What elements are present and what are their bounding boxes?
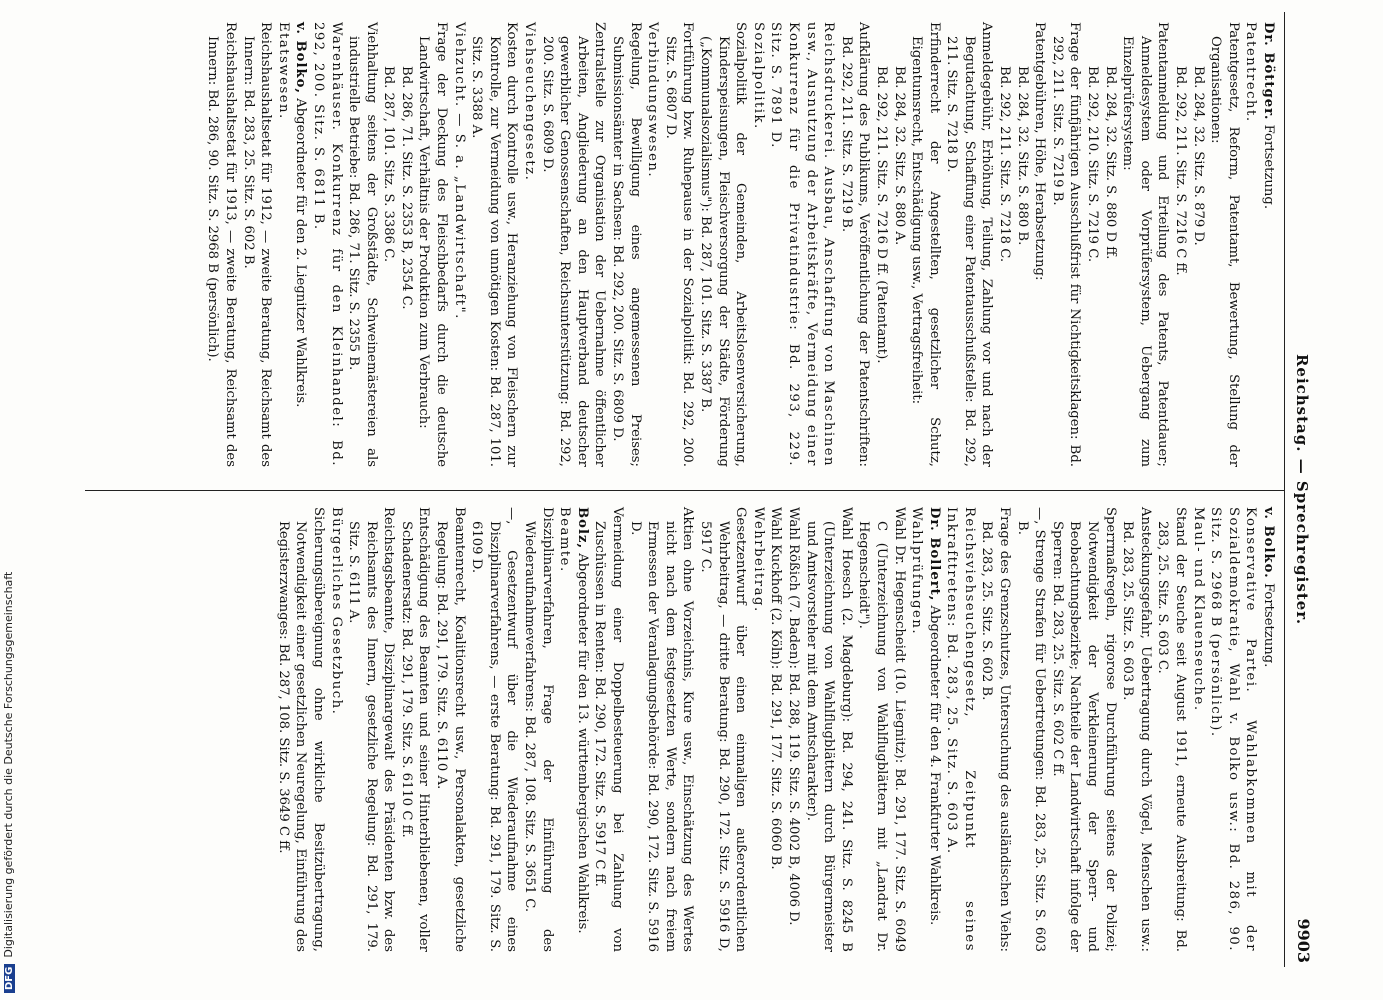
digitization-credit <box>2 0 15 993</box>
left-column <box>204 22 1277 467</box>
subject-heading: Patentrecht. <box>1243 22 1259 123</box>
index-entry: Patentanmeldung und Erteilung des Patents, Patentdauer; Anmeldesystem oder Vorprüfersystem, Uebergang zum Einzelprüfersystem: <box>1120 22 1171 467</box>
person-entry <box>1259 22 1277 467</box>
index-entry: —, Strenge Strafen für Uebertretungen: Bd. 283, 25. Sitz. S. 603 B. <box>1014 507 1048 952</box>
person-description: Abgeordneter für den 4. Frankfurter Wahlkreis. <box>926 601 942 926</box>
subject-heading: Beamte. <box>557 507 573 573</box>
subject-heading: Etatswesen. <box>275 22 291 120</box>
index-entry: Reichshaushaltsetat für 1913, — zweite Beratung, Reichsamt des Innern: Bd. 286, 90. Sitz. S. 2968 B (persönlich). <box>205 22 238 467</box>
subject-heading: Sozialpolitik. <box>750 22 766 130</box>
subject-heading: Viehzucht. — S. a. „Landwirtschaft". <box>451 22 467 320</box>
index-entry: Bd. 292, 211. Sitz. S. 7216 C ff. <box>1173 66 1189 276</box>
person-entry <box>925 507 943 952</box>
person-entry <box>1259 507 1277 952</box>
index-entry: Erfinderrecht der Angestellten, gesetzlicher Schutz, Eigentumsrecht, Entschädigung usw., Vertragsfreiheit: <box>909 22 942 467</box>
index-entry: Patentgesetz, Reform, Patentamt, Bewertung, Stellung der Organisationen: <box>1208 22 1241 467</box>
index-entry: Bd. 284, 32. Sitz. S. 880 B. <box>1014 66 1030 246</box>
index-entry: Gesetzentwurf über einen einmaligen außerordentlichen Wehrbeitrag, — dritte Beratung: Bd. 290, 172. Sitz. S. 5916 D, 5917 C. <box>698 507 749 952</box>
index-entry: Patentgebühren, Höhe, Herabsetzung: <box>1032 22 1048 281</box>
person-name: v. Bolko. <box>1261 507 1276 579</box>
subject-heading: Wehrbeitrag. <box>750 507 766 613</box>
person-description: Abgeordneter für den 2. Liegnitzer Wahlkreis. <box>293 94 309 408</box>
subject-heading: Viehseuchengesetz. <box>522 22 538 182</box>
index-entry: Bd. 286, 71. Sitz. S. 2353 B, 2354 C. <box>398 66 414 310</box>
subject-heading: Warenhäuser. Konkurrenz für den Kleinhandel: Bd. 292, 200. Sitz. S. 6811 B. <box>310 22 344 467</box>
subject-heading: Reichsviehseuchengesetz, Zeitpunkt seines Inkrafttretens: Bd. 283, 25. Sitz. S. 603 A. <box>944 507 977 952</box>
index-entry: Ansteckungsgefahr, Uebertragung durch Vögel, Menschen usw.: Bd. 283, 25. Sitz. S. 603 B. <box>1120 507 1153 952</box>
index-entry: Wahl Dr. Hegenscheidt (10. Liegnitz): Bd. 291, 177. Sitz. S. 6049 C (Unterzeichnung von Wahlflugblättern mit „Landrat Dr. Hegenscheidt"). <box>856 507 907 952</box>
person-entry <box>292 22 310 467</box>
index-entry: Frage des Grenzschutzes, Untersuchung des ausländischen Viehs: Bd. 283, 25. Sitz. S. 602 B. <box>979 507 1013 952</box>
index-entry: Frage der Deckung des Fleischbedarfs durch die deutsche Landwirtschaft, Verhältnis der Produktion zum Verbrauch: <box>416 22 450 467</box>
subject-heading: Maul- und Klauenseuche. <box>1190 507 1206 712</box>
index-entry: Aufklärung des Publikums, Veröffentlichung der Patentschriften: Bd. 292, 211. Sitz. S. 7219 B. <box>838 22 872 467</box>
running-title: Reichstag. — Sprechregister. <box>1293 353 1311 626</box>
rotated-page-content <box>80 12 1315 967</box>
person-name: v. Bolko, <box>293 22 309 94</box>
subject-heading: Reichsdruckerei. Ausbau, Anschaffung von Maschinen usw., Ausnutzung der Arbeitskräfte, Vermeidung einer Konkurrenz für die Privatindustrie: Bd. 293, 229. Sitz. S. 7891 D. <box>768 22 837 467</box>
index-entry: Beamtenrecht, Koalitionsrecht usw., Personalakten, gesetzliche Regelung: Bd. 291, 179. Sitz. S. 6110 A. <box>434 507 467 952</box>
page-number: 9903 <box>1294 918 1313 963</box>
index-entry: Zentralstelle zur Organisation der Uebernahme öffentlicher Arbeiten, Angliederung an den Hauptverband deutscher gewerblicher Genossenschaften, Reichsunterstützung: Bd. 292, 200. Sitz. S. 6809 D. <box>539 22 608 467</box>
index-entry: Bd. 292, 211. Sitz. S. 7218 C. <box>997 66 1013 263</box>
index-entry: Wahl Kuckhoff (2. Köln): Bd. 291, 177. Sitz. S. 6060 B. <box>768 507 784 870</box>
index-entry: Viehhaltung seitens der Großstädte, Schweinemästereien als industrielle Betriebe: Bd. 286, 71. Sitz. S. 2355 B. <box>346 22 379 467</box>
index-entry: Reichstagsbeamte, Disziplinargewalt des Präsidenten bzw. des Reichsamts des Innern, gesetzliche Regelung: Bd. 291, 179. Sitz. S. 6111 A. <box>346 507 397 952</box>
subject-heading: Verbindungswesen. <box>645 22 661 179</box>
index-entry: Bd. 284, 32. Sitz. S. 880 A. <box>891 66 907 246</box>
person-description: Fortsetzung. <box>1261 578 1276 668</box>
index-entry: Wahl Rößich (7. Baden): Bd. 288, 119. Sitz. S. 4002 B, 4006 D. <box>785 507 801 926</box>
index-entry: Bd. 292, 210. Sitz. S. 7219 C. <box>1085 66 1101 263</box>
index-entry: Regelung, Bewilligung eines angemessenen Preises; Submissionsämter in Sachsen: Bd. 292, 200. Sitz. S. 6809 D. <box>610 22 643 467</box>
index-entry: Bd. 292, 211. Sitz. S. 7216 D ff. (Patentamt). <box>873 66 889 364</box>
column-divider <box>85 490 1285 491</box>
dfg-logo: DFG <box>4 964 15 993</box>
index-entry: Bd. 284, 32. Sitz. S. 880 D ff. <box>1102 66 1118 260</box>
person-name: Dr. Böttger. <box>1261 22 1276 121</box>
index-entry: Sicherungsübereignung ohne wirkliche Besitzübertragung, Notwendigkeit einer gesetzlichen Neuregelung, Einführung des Registerzwanges: Bd. 287, 108. Sitz. S. 3649 C ff. <box>275 507 326 952</box>
person-description: Fortsetzung. <box>1261 120 1276 210</box>
subject-heading: Konservative Partei. Wahlabkommen mit der Sozialdemokratie, Wahl v. Bolko usw.: Bd. 286, 90. Sitz. S. 2968 B (persönlich). <box>1208 507 1259 952</box>
index-entry: Anmeldegebühr, Erhöhung, Teilung, Zahlung vor und nach der Begutachtung, Schaffung einer Patentausschußstelle: Bd. 292, 211. Sitz. S. 7218 D. <box>944 22 995 467</box>
index-entry: Wahl Hoesch (2. Magdeburg): Bd. 294, 241. Sitz. S. 8245 B (Unterzeichnung von Wahlflugblättern durch Bürgermeister und Amtsvorsteher mit dem Amtscharakter). <box>803 507 854 952</box>
index-entry: Sozialpolitik der Gemeinden, Arbeitslosenversicherung, Kinderspeisungen, Fleischversorgung der Städte, Förderung („Kommunalsozialismus"): Bd. 287, 101. Sitz. S. 3387 B. <box>698 22 749 467</box>
credit-text: Digitalisierung gefördert durch die Deutsche Forschungsgemeinschaft <box>2 571 15 958</box>
index-entry: Stand der Seuche seit August 1911, erneute Ausbreitung: Bd. 283, 25. Sitz. S. 603 C. <box>1155 507 1189 952</box>
page-header <box>1283 12 1315 967</box>
person-name: Dr. Bollert, <box>926 507 942 602</box>
person-description: Abgeordneter für den 13. württembergischen Wahlkreis. <box>574 549 590 934</box>
person-name: Bolz, <box>574 507 590 550</box>
index-entry: Aktien ohne Vorzeichnis, Kure usw., Einschätzung des Wertes nicht nach dem festgesetzten Werte, sondern nach freiem Ermessen der Veranlagungsbehörde: Bd. 290, 172. Sitz. S. 5916 D. <box>627 507 696 952</box>
subject-heading: Wahlprüfungen. <box>909 507 925 636</box>
subject-heading: Bürgerliches Gesetzbuch. <box>328 507 344 716</box>
index-entry: Bd. 284, 32. Sitz. S. 879 D. <box>1190 66 1206 246</box>
index-entry: Bd. 287, 101. Sitz. S. 3386 C. <box>381 66 397 263</box>
index-entry: Entschädigung des Beamten und seiner Hinterbliebenen, voller Schadenersatz: Bd. 291, 179. Sitz. S. 6110 C ff. <box>398 507 432 952</box>
index-entry: Disziplinarverfahren, Frage der Einführung des Wiederaufnahmeverfahrens: Bd. 287, 108. Sitz. S. 3651 C. <box>522 507 555 952</box>
index-entry: —, Gesetzentwurf über die Wiederaufnahme eines Disziplinarverfahrens, — erste Beratung: Bd. 291, 179. Sitz. S. 6109 D. <box>469 507 520 952</box>
index-entry: Fortführung bzw. Ruhepause in der Sozialpolitik: Bd. 292, 200. Sitz. S. 6807 D. <box>662 22 696 467</box>
index-entry: Frage der fünfjährigen Ausschlußfrist für Nichtigkeitsklagen: Bd. 292, 211. Sitz. S. 7219 B. <box>1049 22 1083 467</box>
index-entry: Vermeidung einer Doppelbesteuerung bei Zahlung von Zuschüssen in Renten: Bd. 290, 172. Sitz. S. 5917 C ff. <box>592 507 626 952</box>
person-entry <box>573 507 591 952</box>
right-column <box>274 507 1277 952</box>
index-entry: Reichshaushaltsetat für 1912, — zweite Beratung, Reichsamt des Innern: Bd. 283, 25. Sitz. S. 602 B. <box>240 22 274 467</box>
index-entry: Kosten durch Kontrolle usw., Heranziehung von Fleischern zur Kontrolle, zur Vermeidung von unnötigen Kosten: Bd. 287, 101. Sitz. S. 3388 A. <box>469 22 520 467</box>
index-entry: Sperrmaßregeln, rigorose Durchführung seitens der Polizei; Notwendigkeit der Verkleinerung der Sperr- und Beobachtungsbezirke; Nachteile der Landwirtschaft infolge der Sperren: Bd. 283, 25. Sitz. S. 602 C ff. <box>1049 507 1118 952</box>
